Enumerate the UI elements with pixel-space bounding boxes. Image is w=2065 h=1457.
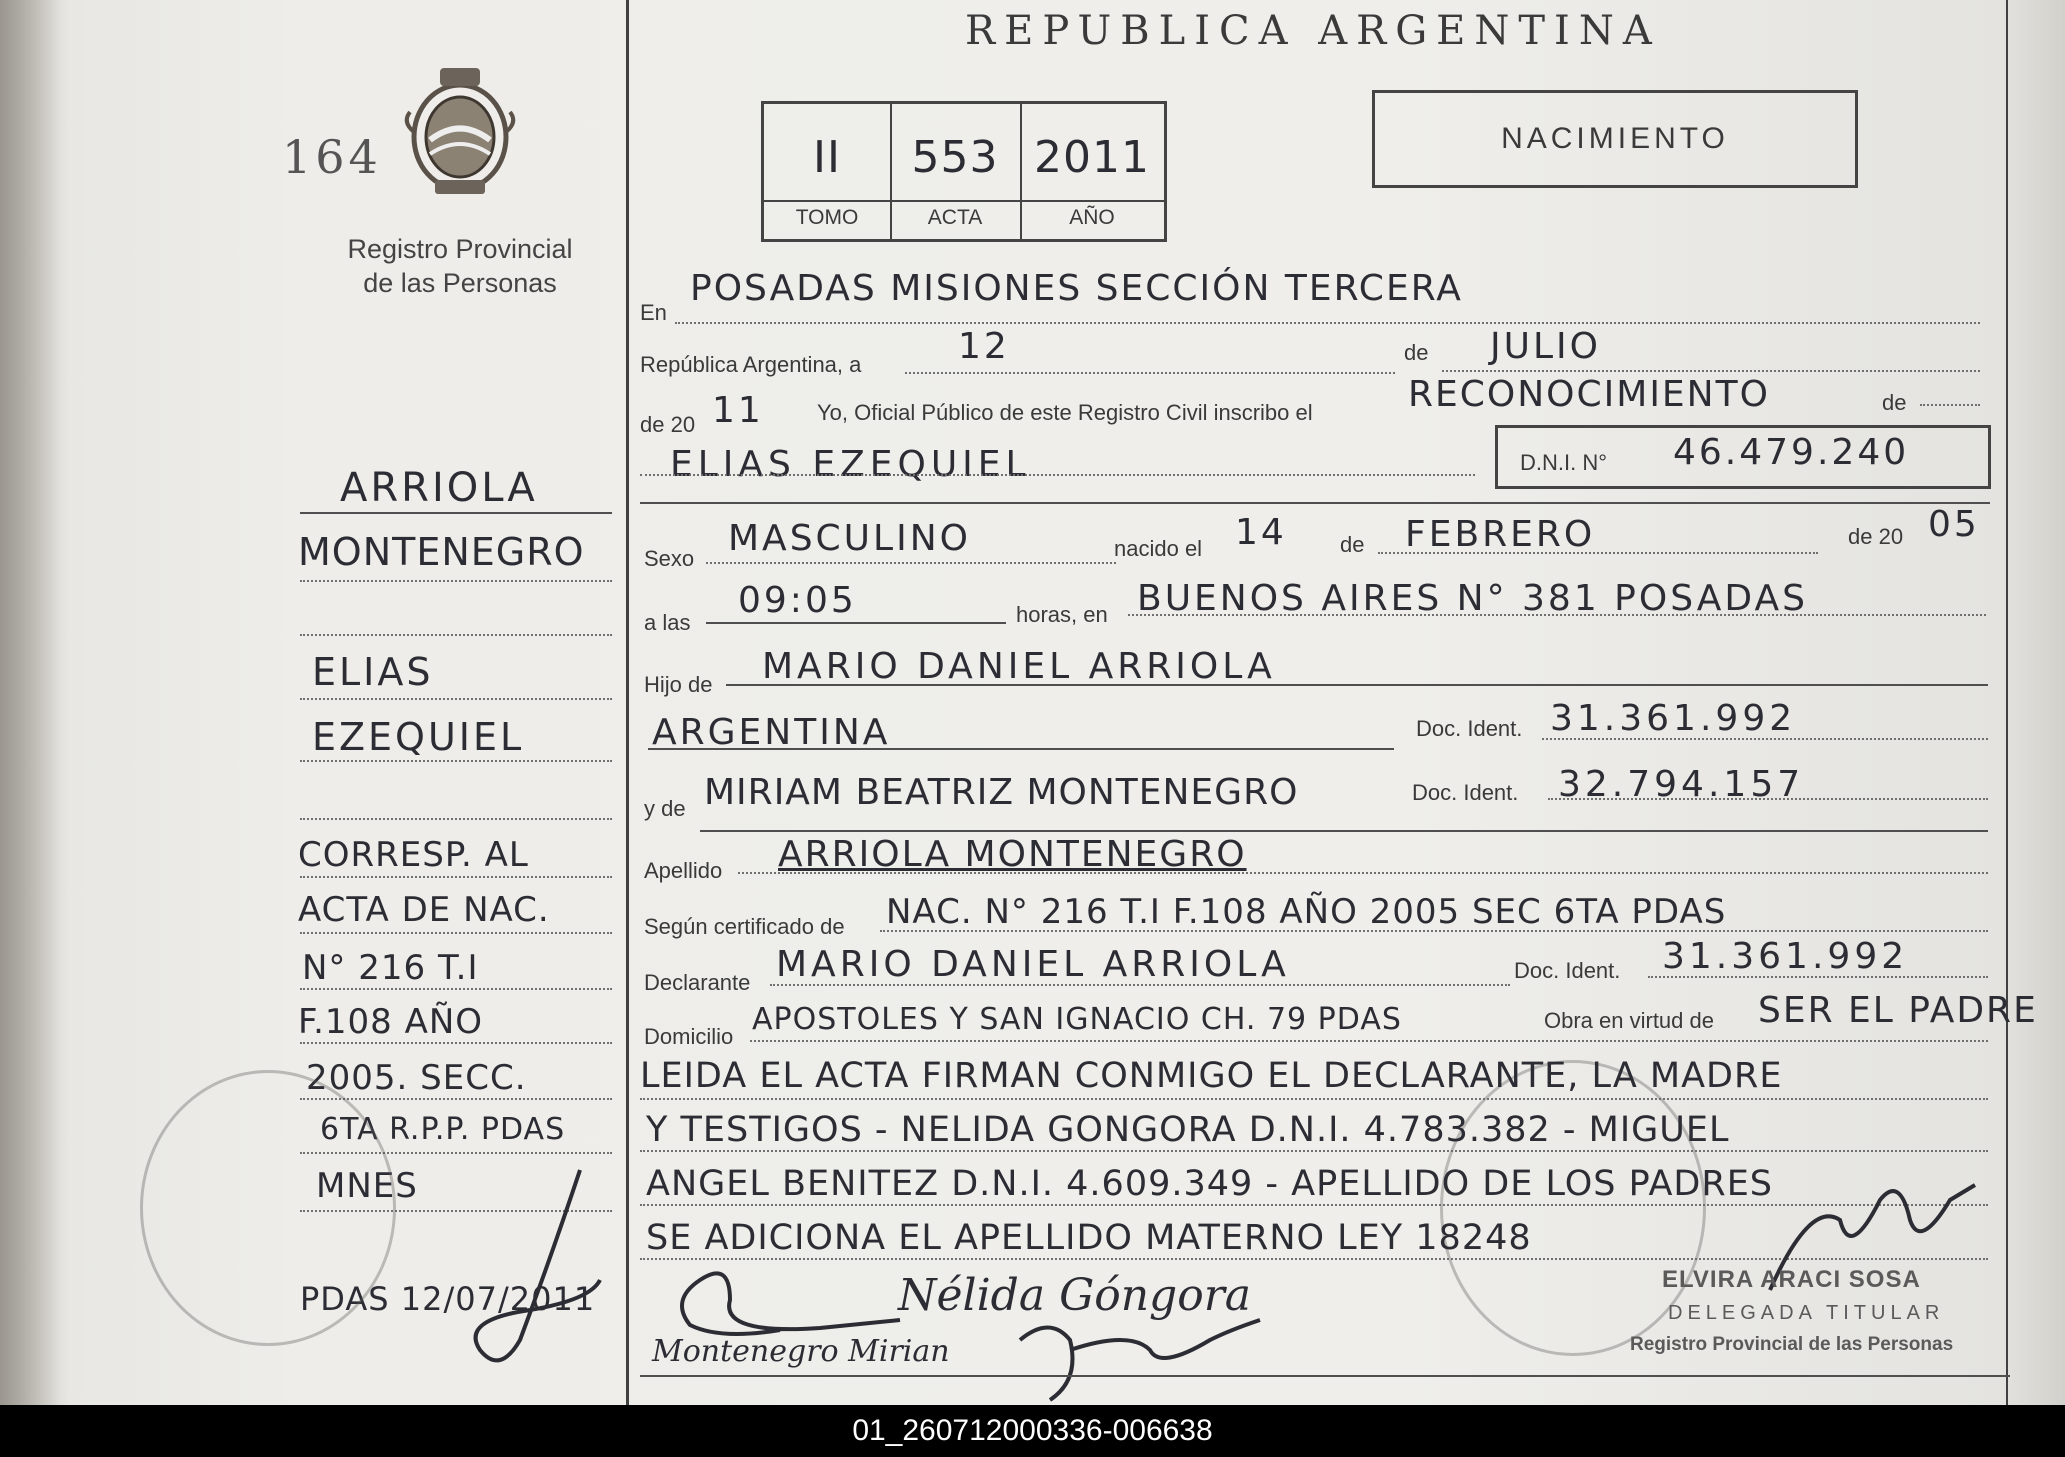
registry-line-2: de las Personas (363, 268, 557, 298)
birth-year: 05 (1928, 504, 1980, 545)
margin-surname-1: ARRIOLA (340, 465, 538, 511)
margin-surname-2: MONTENEGRO (298, 530, 585, 574)
country-title: REPUBLICA ARGENTINA (965, 8, 1661, 54)
official-seal-right (1440, 1060, 1706, 1356)
field-dots (706, 562, 1116, 564)
field-dots (675, 322, 1980, 324)
field-dots (1542, 738, 1988, 740)
ano-value: 2011 (1034, 132, 1150, 183)
body-text-line: ANGEL BENITEZ D.N.I. 4.609.349 - APELLIDO DE LOS PADRES (646, 1164, 1774, 1204)
sexo-value: MASCULINO (728, 518, 971, 559)
body-text-line: Y TESTIGOS - NELIDA GONGORA D.N.I. 4.783.382 - MIGUEL (646, 1110, 1730, 1150)
body-text-line: LEIDA EL ACTA FIRMAN CONMIGO EL DECLARANTE, LA MADRE (640, 1056, 1783, 1096)
body-text-line: SE ADICIONA EL APELLIDO MATERNO LEY 18248 (646, 1218, 1532, 1258)
page-number: 164 (282, 130, 382, 184)
field-dots (1378, 552, 1818, 554)
margin-dots (300, 932, 612, 934)
field-dots (1128, 614, 1986, 616)
tomo-label: TOMO (795, 206, 859, 229)
image-caption: 01_260712000336-006638 (0, 1405, 2065, 1457)
right-border (2006, 0, 2008, 1405)
field-rule (700, 830, 1988, 832)
day-value: 12 (958, 326, 1010, 367)
nacido-label: nacido el (1114, 536, 1203, 561)
signature-declarante-scribble-icon (660, 1240, 920, 1350)
field-dots (1548, 798, 1988, 800)
field-dots (770, 984, 1510, 986)
segun-value: NAC. N° 216 T.I F.108 AÑO 2005 SEC 6TA PDAS (886, 892, 1727, 932)
field-dots (640, 1150, 1988, 1152)
field-dots (1920, 404, 1980, 406)
field-dots (880, 930, 1988, 932)
en-label: En (640, 300, 667, 325)
registry-line-1: Registro Provincial (347, 234, 573, 264)
field-dots (1648, 976, 1988, 978)
margin-dots (300, 580, 612, 582)
margin-given-2: EZEQUIEL (312, 715, 525, 759)
margin-note-line: 2005. SECC. (306, 1058, 527, 1098)
field-dots (905, 372, 1395, 374)
obra-label: Obra en virtud de (1544, 1008, 1714, 1033)
field-dots (640, 474, 1475, 476)
declarante-value: MARIO DANIEL ARRIOLA (776, 944, 1290, 985)
inscribo-label: Yo, Oficial Público de este Registro Civil inscribo el (817, 400, 1313, 425)
yde-label: y de (644, 796, 686, 821)
republica-label: República Argentina, a (640, 352, 862, 377)
margin-note-line: N° 216 T.I (302, 948, 479, 988)
de-label-2: de (1882, 390, 1907, 415)
alas-label: a las (644, 610, 691, 635)
margin-dots (300, 876, 612, 878)
stamp-name: ELVIRA ARACI SOSA (1662, 1266, 1921, 1293)
margin-dots (300, 760, 612, 762)
tomo-value: II (813, 132, 841, 183)
declarante-label: Declarante (644, 970, 751, 995)
sexo-label: Sexo (644, 546, 695, 571)
margin-given-1: ELIAS (312, 650, 434, 694)
bottom-rule (640, 1375, 2010, 1377)
record-number-box (761, 101, 1167, 242)
name-value: ELIAS EZEQUIEL (670, 444, 1031, 485)
official-seal-left (140, 1070, 396, 1346)
field-rule (648, 748, 1394, 750)
de20-label: de 20 (1848, 524, 1904, 549)
en-value: POSADAS MISIONES SECCIÓN TERCERA (690, 268, 1463, 309)
domicilio-label: Domicilio (644, 1024, 734, 1049)
margin-dots (300, 1042, 612, 1044)
doc-label-2: Doc. Ident. (1412, 780, 1519, 805)
column-divider (626, 0, 629, 1405)
declarante-doc: 31.361.992 (1662, 936, 1909, 977)
page-binding-shadow (0, 0, 60, 1405)
de-label-3: de (1340, 532, 1365, 557)
record-type-box: NACIMIENTO (1372, 90, 1858, 188)
signature-left-scribble-icon (400, 1160, 620, 1380)
stamp-org: Registro Provincial de las Personas (1630, 1334, 1954, 1355)
year-prefix-label: de 20 (640, 412, 696, 437)
field-rule (706, 622, 1006, 624)
de-label: de (1404, 340, 1429, 365)
signature-madre: Montenegro Mirian (652, 1334, 950, 1369)
dni-box (1495, 425, 1991, 489)
field-dots (738, 872, 1988, 874)
ano-label: AÑO (1069, 206, 1115, 229)
misiones-crest-emblem (400, 62, 520, 207)
margin-dots (300, 988, 612, 990)
madre-value: MIRIAM BEATRIZ MONTENEGRO (704, 772, 1299, 813)
horas-label: horas, en (1016, 602, 1108, 627)
obra-value: SER EL PADRE (1758, 990, 2038, 1031)
apellido-label: Apellido (644, 858, 723, 883)
hijo-label: Hijo de (644, 672, 713, 697)
margin-note-line: 6TA R.P.P. PDAS (320, 1112, 566, 1147)
stamp-role: DELEGADA TITULAR (1668, 1302, 1945, 1324)
margin-dots (300, 818, 612, 820)
margin-date-line: PDAS 12/07/2011 (300, 1280, 596, 1318)
dni-value: 46.479.240 (1673, 432, 1910, 473)
margin-dots (300, 698, 612, 700)
domicilio-value: APOSTOLES Y SAN IGNACIO CH. 79 PDAS (752, 1002, 1402, 1037)
lugar-value: BUENOS AIRES N° 381 POSADAS (1137, 578, 1808, 619)
signature-testigo: Nélida Góngora (898, 1270, 1251, 1321)
margin-note-line: CORRESP. AL (298, 835, 529, 875)
segun-label: Según certificado de (644, 914, 845, 939)
doc-label: Doc. Ident. (1416, 716, 1523, 741)
margin-dots (300, 634, 612, 636)
margin-rule (300, 512, 612, 514)
dni-label: D.N.I. N° (1520, 450, 1608, 475)
year-value: 11 (712, 390, 764, 431)
field-dots (1442, 370, 1980, 372)
box-divider (764, 200, 1164, 202)
birth-month: FEBRERO (1405, 514, 1596, 555)
doc-label-3: Doc. Ident. (1514, 958, 1621, 983)
padre-nacionalidad: ARGENTINA (652, 712, 891, 753)
month-value: JULIO (1490, 326, 1601, 367)
registry-name (300, 232, 620, 300)
field-rule (726, 684, 1988, 686)
margin-note-line: F.108 AÑO (298, 1002, 484, 1042)
margin-note-line: MNES (316, 1166, 418, 1206)
acta-value: 553 (911, 132, 999, 183)
padre-value: MARIO DANIEL ARRIOLA (762, 646, 1276, 687)
hora-value: 09:05 (738, 580, 857, 621)
field-dots (750, 1040, 1988, 1042)
section-rule (640, 502, 1990, 504)
field-dots (640, 1098, 1988, 1100)
padre-doc: 31.361.992 (1550, 698, 1797, 739)
signature-witness-scribble-icon (1010, 1310, 1270, 1405)
margin-note-line: ACTA DE NAC. (298, 890, 550, 930)
apellido-value: ARRIOLA MONTENEGRO (778, 834, 1247, 875)
madre-doc: 32.794.157 (1558, 764, 1805, 805)
inscribo-value: RECONOCIMIENTO (1408, 374, 1770, 415)
birth-day: 14 (1235, 512, 1287, 553)
acta-label: ACTA (927, 206, 983, 229)
